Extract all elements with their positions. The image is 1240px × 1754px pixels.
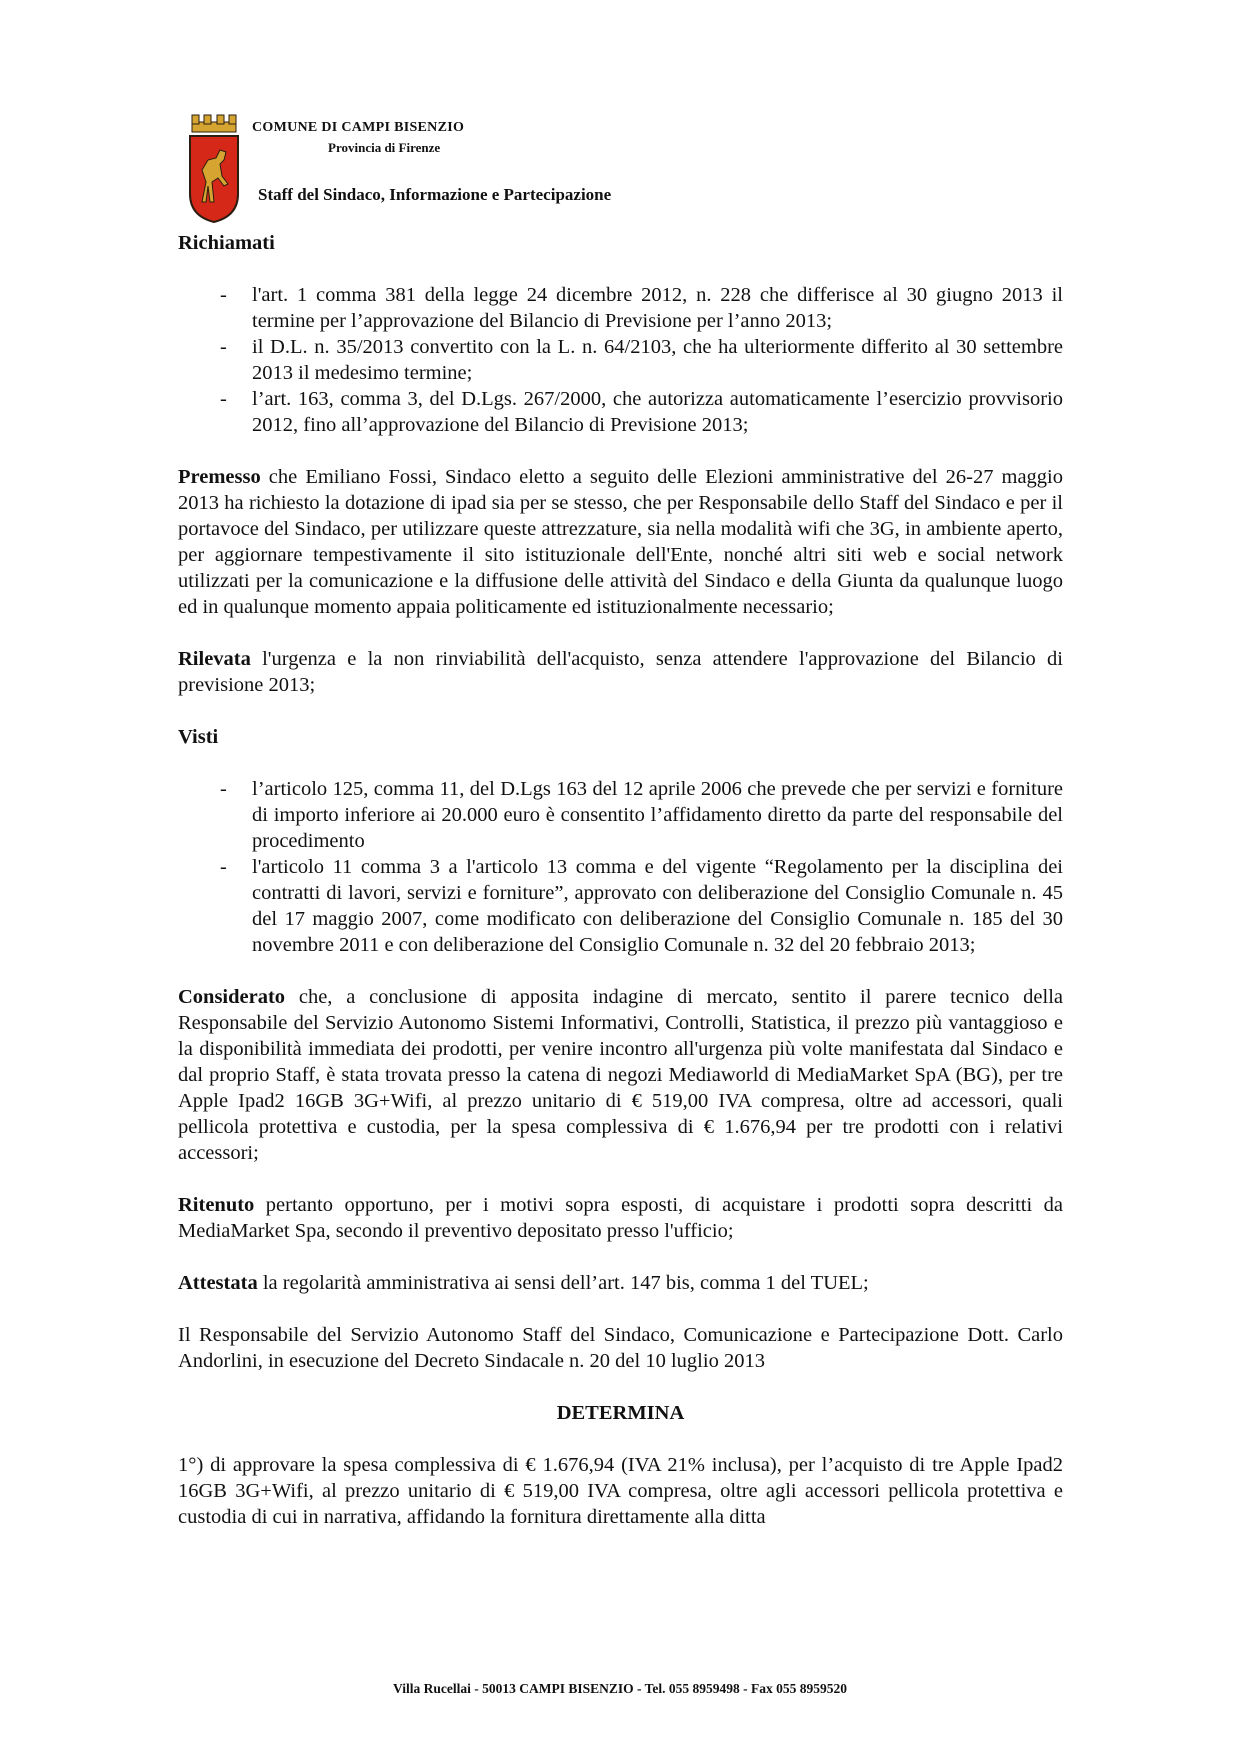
visti-list [178, 776, 1063, 958]
responsabile-paragraph: Il Responsabile del Servizio Autonomo Staff del Sindaco, Comunicazione e Partecipazione Dott. Carlo Andorlini, in esecuzione del Decreto Sindacale n. 20 del 10 luglio 2013 [178, 1324, 1063, 1372]
document-header [186, 112, 786, 224]
premesso-text: che Emiliano Fossi, Sindaco eletto a seguito delle Elezioni amministrative del 26-27 maggio 2013 ha richiesto la dotazione di ipad sia per se stesso, che per Responsabile dello Staff del Sindaco e per il portavoce del Sindaco, per utilizzare queste attrezzature, sia nella modalità wifi che 3G, in ambiente aperto, per aggiornare tempestivamente il sito istituzionale dell'Ente, nonché altri siti web e social network utilizzati per la comunicazione e la diffusione delle attività del Sindaco e della Giunta da qualunque luogo ed in qualunque momento appaia politicamente ed istituzionalmente necessario; [178, 466, 1063, 618]
ritenuto-text: pertanto opportuno, per i motivi sopra esposti, di acquistare i prodotti sopra descritti da MediaMarket Spa, secondo il preventivo depositato presso l'ufficio; [178, 1194, 1063, 1242]
list-item [178, 386, 1063, 438]
attestata-keyword: Attestata [178, 1272, 258, 1294]
list-item [178, 282, 1063, 334]
list-item-text: l’articolo 125, comma 11, del D.Lgs 163 del 12 aprile 2006 che prevede che per servizi e forniture di importo inferiore ai 20.000 euro è consentito l’affidamento diretto da parte del responsabile del procedimento [252, 778, 1063, 852]
list-item-text: l’art. 163, comma 3, del D.Lgs. 267/2000, che autorizza automaticamente l’esercizio provvisorio 2012, fino all’approvazione del Bilancio di Previsione 2013; [252, 388, 1063, 436]
dash-bullet: - [220, 856, 227, 878]
document-footer: Villa Rucellai - 50013 CAMPI BISENZIO - Tel. 055 8959498 - Fax 055 8959520 [392, 1681, 847, 1696]
document-body [178, 230, 1063, 1556]
org-subtitle: Provincia di Firenze [328, 140, 441, 155]
dash-bullet: - [220, 336, 227, 358]
premesso-paragraph [178, 464, 1063, 620]
considerato-keyword: Considerato [178, 986, 286, 1008]
richiamati-list [178, 282, 1063, 438]
considerato-paragraph [178, 984, 1063, 1166]
list-item [178, 776, 1063, 854]
dash-bullet: - [220, 778, 227, 800]
rilevata-paragraph [178, 646, 1063, 698]
list-item-text: l'art. 1 comma 381 della legge 24 dicembre 2012, n. 228 che differisce al 30 giugno 2013 il termine per l’approvazione del Bilancio di Previsione per l’anno 2013; [252, 284, 1063, 332]
determina-point-1: 1°) di approvare la spesa complessiva di € 1.676,94 (IVA 21% inclusa), per l’acquisto di tre Apple Ipad2 16GB 3G+Wifi, al prezzo unitario di € 519,00 IVA compresa, oltre agli accessori pellicola protettiva e custodia di cui in narrativa, affidando la fornitura direttamente alla ditta [178, 1454, 1063, 1528]
considerato-text: che, a conclusione di apposita indagine di mercato, sentito il parere tecnico della Responsabile del Servizio Autonomo Sistemi Informativi, Controlli, Statistica, il prezzo più vantaggioso e la disponibilità immediata dei prodotti, per venire incontro all'urgenza più volte manifestata dal Sindaco e dal proprio Staff, è stata trovata presso la catena di negozi Mediaworld di MediaMarket SpA (BG), per tre Apple Ipad2 16GB 3G+Wifi, al prezzo unitario di € 519,00 IVA compresa, oltre ad accessori, quali pellicola protettiva e custodia, per la spesa complessiva di € 1.676,94 per tre prodotti con i relativi accessori; [178, 986, 1063, 1164]
visti-heading: Visti [178, 726, 219, 748]
richiamati-heading: Richiamati [178, 232, 275, 254]
dash-bullet: - [220, 284, 227, 306]
org-name: COMUNE DI CAMPI BISENZIO [252, 120, 465, 135]
ritenuto-paragraph [178, 1192, 1063, 1244]
rilevata-keyword: Rilevata [178, 648, 251, 670]
premesso-keyword: Premesso [178, 466, 261, 488]
list-item [178, 854, 1063, 958]
dash-bullet: - [220, 388, 227, 410]
rilevata-text: l'urgenza e la non rinviabilità dell'acquisto, senza attendere l'approvazione del Bilancio di previsione 2013; [178, 648, 1063, 696]
office-name: Staff del Sindaco, Informazione e Partecipazione [258, 185, 612, 204]
list-item-text: l'articolo 11 comma 3 a l'articolo 13 comma e del vigente “Regolamento per la disciplina dei contratti di lavori, servizi e forniture”, approvato con deliberazione del Consiglio Comunale n. 45 del 17 maggio 2007, come modificato con deliberazione del Consiglio Comunale n. 185 del 30 novembre 2011 e con deliberazione del Consiglio Comunale n. 32 del 20 febbraio 2013; [252, 856, 1063, 956]
list-item [178, 334, 1063, 386]
ritenuto-keyword: Ritenuto [178, 1194, 255, 1216]
list-item-text: il D.L. n. 35/2013 convertito con la L. n. 64/2103, che ha ulteriormente differito al 30 settembre 2013 il medesimo termine; [252, 336, 1063, 384]
attestata-text: la regolarità amministrativa ai sensi dell’art. 147 bis, comma 1 del TUEL; [257, 1272, 869, 1294]
coat-of-arms-icon [186, 112, 242, 224]
attestata-paragraph [178, 1270, 1063, 1296]
determina-heading: DETERMINA [556, 1402, 685, 1424]
